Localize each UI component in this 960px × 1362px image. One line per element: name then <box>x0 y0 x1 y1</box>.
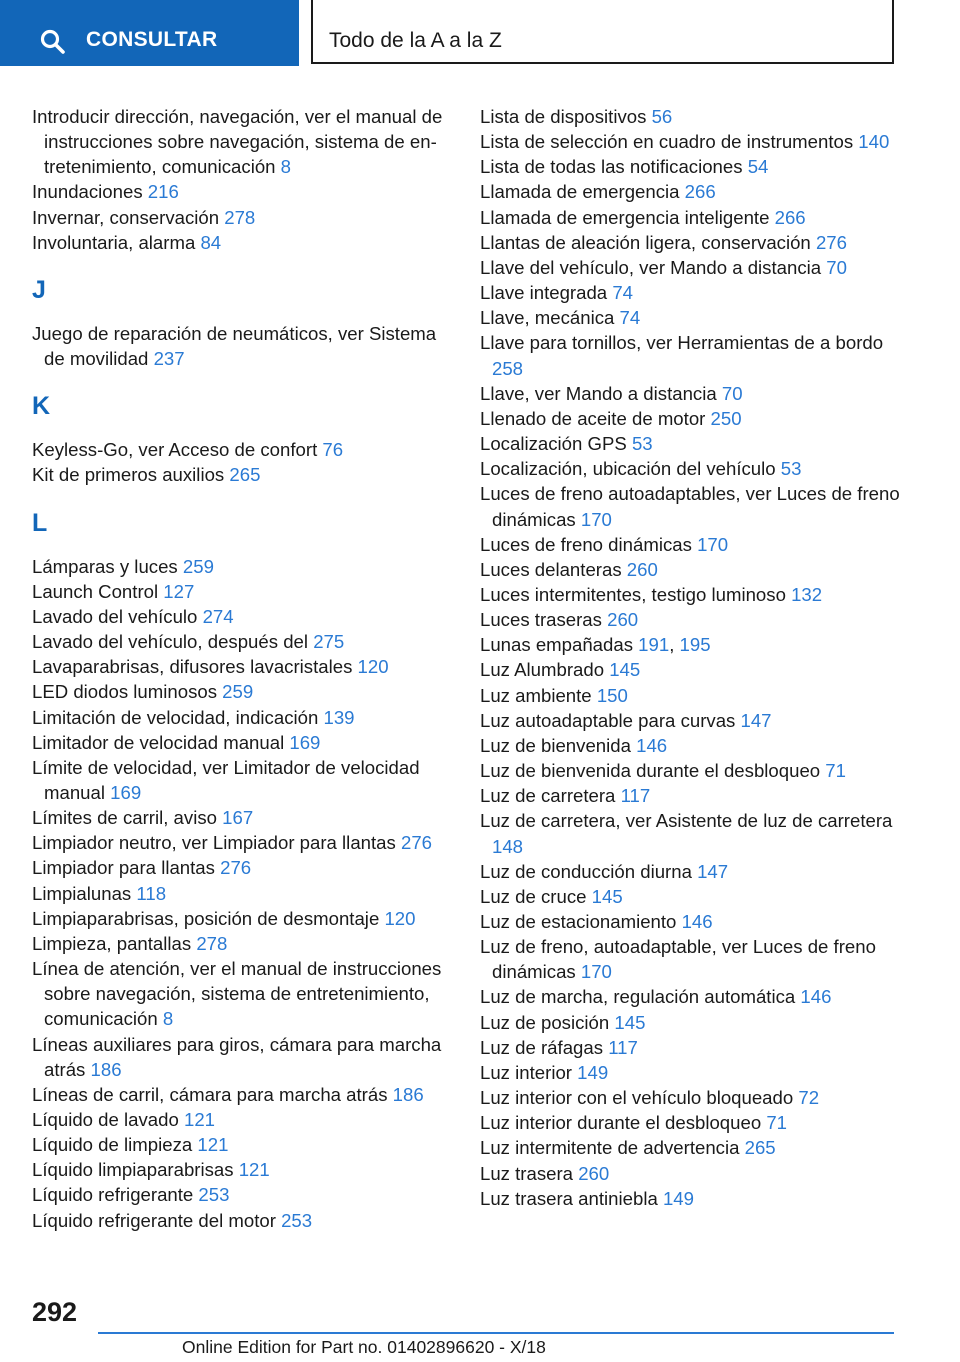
index-entry <box>480 431 900 456</box>
index-entry <box>480 733 900 758</box>
page-reference-link[interactable]: 145 <box>614 1011 646 1033</box>
index-entry <box>480 884 900 909</box>
index-entry <box>480 632 900 657</box>
index-entry <box>480 683 900 708</box>
page-reference-link[interactable]: 170 <box>580 508 612 530</box>
index-entry-term: Línea de atención, ver el manual de instrucciones sobre navegación, sistema de entretenimiento, comunicación <box>32 958 442 1030</box>
index-entry <box>480 984 900 1009</box>
index-entry-term: Lavaparabrisas, difusores lavacristales <box>32 656 358 678</box>
index-entry <box>32 830 452 855</box>
index-entry-term: Luces de freno autoadaptables, ver Luces de freno dinámicas <box>480 483 900 530</box>
index-entry-term: Limpiador para llantas <box>32 857 221 879</box>
page-reference-link[interactable]: 265 <box>744 1137 776 1159</box>
index-entry-term: Lista de todas las notificaciones <box>480 156 748 178</box>
page-reference-link[interactable]: 76 <box>322 439 344 461</box>
index-entry <box>480 481 900 531</box>
index-entry-term: Luces de freno dinámicas <box>480 533 698 555</box>
index-entry-term: Luces traseras <box>480 609 608 631</box>
page-reference-link[interactable]: 118 <box>136 882 167 904</box>
index-entry-term: Líquido refrigerante <box>32 1184 199 1206</box>
page-reference-link[interactable]: 147 <box>697 860 729 882</box>
index-entry-term: Luz trasera antiniebla <box>480 1187 663 1209</box>
index-entry-term: Llave para tornillos, ver Herramientas de a bordo <box>480 332 884 354</box>
index-entry-term: Luz de estacionamiento <box>480 911 682 932</box>
page-ref-separator: , <box>669 634 680 656</box>
index-entry <box>480 808 900 858</box>
index-entry <box>32 604 452 629</box>
index-entry <box>480 1186 900 1211</box>
index-entry <box>480 129 900 154</box>
page-reference-link[interactable]: 253 <box>198 1184 230 1206</box>
index-entry <box>32 554 452 579</box>
index-entry <box>32 437 452 462</box>
page-reference-link[interactable]: 120 <box>384 907 416 929</box>
index-letter-heading: K <box>32 392 51 421</box>
index-entry <box>32 881 452 906</box>
index-entry-term: Luz de ráfagas <box>480 1036 609 1058</box>
index-entry-term: Luz de freno, autoadaptable, ver Luces de freno dinámicas <box>480 936 876 983</box>
index-entry-term: Lámparas y luces <box>32 555 183 577</box>
index-entry-term: Luces intermitentes, testigo luminoso <box>480 583 792 605</box>
index-entry <box>32 755 452 805</box>
index-entry-term: Limitación de velocidad, indicación <box>32 706 324 728</box>
index-entry-term: Luz autoadaptable para curvas <box>480 709 741 731</box>
index-entry-term: Luz de posición <box>480 1011 615 1033</box>
page-reference-link[interactable]: 169 <box>289 731 321 753</box>
index-entry-term: Involuntaria, alarma <box>32 231 201 253</box>
page-reference-link[interactable]: 70 <box>721 382 743 404</box>
index-entry <box>480 381 900 406</box>
page-reference-link[interactable]: 8 <box>280 156 292 178</box>
page-reference-link[interactable]: 276 <box>220 857 252 879</box>
page-reference-link[interactable]: 74 <box>612 282 634 304</box>
consultar-button[interactable] <box>0 0 299 66</box>
footer-divider <box>98 1332 894 1334</box>
index-entry <box>32 1132 452 1157</box>
page-reference-link[interactable]: 216 <box>147 181 179 203</box>
page-reference-link[interactable]: 276 <box>400 832 433 854</box>
index-entry-term: Launch Control <box>32 580 164 602</box>
index-entry-term: Lavado del vehículo <box>32 605 203 627</box>
page-reference-link[interactable]: 266 <box>684 181 716 203</box>
index-entry <box>32 1208 452 1233</box>
page-reference-link[interactable]: 120 <box>357 656 389 678</box>
index-entry-term: Líneas auxiliares para giros, cámara para marcha atrás <box>32 1033 442 1080</box>
page-reference-link[interactable]: 146 <box>800 986 832 1008</box>
index-entry-term: Limpialunas <box>32 882 137 904</box>
consultar-label: CONSULTAR <box>86 28 218 51</box>
index-entry <box>32 579 452 604</box>
index-entry-term: Lista de dispositivos <box>480 106 652 127</box>
index-entry-term: Lunas empañadas <box>480 634 639 656</box>
page-reference-link[interactable]: 140 <box>858 131 890 153</box>
index-entry-term: Luz Alumbrado <box>480 659 610 681</box>
index-entry <box>480 1035 900 1060</box>
index-entry <box>32 705 452 730</box>
index-entry-term: Localización GPS <box>480 433 632 455</box>
page-reference-link[interactable]: 54 <box>747 156 769 178</box>
page-reference-link[interactable]: 259 <box>222 681 254 703</box>
index-entry-term: Llamada de emergencia <box>480 181 685 203</box>
page-reference-link[interactable]: 149 <box>662 1187 694 1209</box>
page-reference-link[interactable]: 276 <box>815 231 847 253</box>
index-entry <box>480 179 900 204</box>
index-entry-term: Luces delanteras <box>480 558 627 580</box>
index-entry <box>480 305 900 330</box>
index-entry <box>32 179 452 204</box>
index-entry-term: Limpiaparabrisas, posición de desmontaje <box>32 907 385 929</box>
section-title: Todo de la A a la Z <box>329 29 502 52</box>
index-entry <box>480 1161 900 1186</box>
index-entry-term: Luz de bienvenida <box>480 734 637 756</box>
index-entry <box>32 679 452 704</box>
page-reference-link[interactable]: 258 <box>492 357 524 379</box>
page-reference-link[interactable]: 250 <box>710 407 742 429</box>
page-reference-link[interactable]: 237 <box>153 348 185 370</box>
index-entry-term: Límites de carril, aviso <box>32 807 223 829</box>
index-entry <box>480 783 900 808</box>
index-entry <box>480 1085 900 1110</box>
page-reference-link[interactable]: 121 <box>183 1109 216 1130</box>
page-reference-link[interactable]: 84 <box>200 231 222 253</box>
index-entry <box>480 909 900 934</box>
index-entry-term: Líneas de carril, cámara para marcha atrás <box>32 1083 393 1105</box>
page-reference-link[interactable]: 121 <box>197 1134 229 1156</box>
page-reference-link[interactable]: 274 <box>202 605 234 627</box>
index-entry-term: Luz intermitente de advertencia <box>480 1137 745 1159</box>
index-entry-term: Kit de primeros auxilios <box>32 464 230 486</box>
page-reference-link[interactable]: 278 <box>196 932 228 954</box>
page-reference-link[interactable]: 195 <box>679 634 711 656</box>
index-entry-term: Lavado del vehículo, después del <box>32 631 314 653</box>
page-reference-link[interactable]: 53 <box>780 458 802 480</box>
index-entry <box>480 230 900 255</box>
page-reference-link[interactable]: 191 <box>638 634 670 656</box>
index-entry-term: Limitador de velocidad manual <box>32 731 290 753</box>
index-entry <box>32 462 452 487</box>
index-entry <box>32 205 452 230</box>
search-icon <box>40 29 66 55</box>
page-reference-link[interactable]: 70 <box>826 256 847 278</box>
index-entry <box>480 280 900 305</box>
index-entry <box>32 906 452 931</box>
index-entry <box>32 855 452 880</box>
index-entry-term: Luz de cruce <box>480 885 592 907</box>
index-entry-term: Luz de conducción diurna <box>480 860 698 882</box>
index-entry <box>480 582 900 607</box>
page-reference-link[interactable]: 139 <box>323 706 355 728</box>
index-entry-term: Llenado de aceite de motor <box>480 407 711 429</box>
page-reference-link[interactable]: 169 <box>110 781 142 803</box>
index-entry <box>480 708 900 733</box>
index-column-left <box>32 104 452 1233</box>
page-reference-link[interactable]: 121 <box>238 1159 270 1181</box>
index-entry <box>32 230 452 255</box>
index-entry <box>480 607 900 632</box>
index-entry-term: Líquido de limpieza <box>32 1134 198 1156</box>
page-reference-link[interactable]: 56 <box>651 106 673 127</box>
index-entry <box>480 1010 900 1035</box>
index-entry-term: Lista de selección en cuadro de instrumentos <box>480 131 859 153</box>
index-entry-term: Luz interior con el vehículo bloqueado <box>480 1087 799 1109</box>
page-reference-link[interactable]: 148 <box>492 835 524 857</box>
index-entry-term: Llave del vehículo, ver Mando a distancia <box>480 256 827 278</box>
index-entry-term: Luz interior <box>480 1061 578 1083</box>
index-entry <box>32 931 452 956</box>
page-reference-link[interactable]: 275 <box>313 631 345 653</box>
page-reference-link[interactable]: 167 <box>222 807 254 829</box>
page-reference-link[interactable]: 117 <box>620 785 651 807</box>
index-entry <box>32 1157 452 1182</box>
index-entry-term: Llantas de aleación ligera, conservación <box>480 231 816 253</box>
page-reference-link[interactable]: 253 <box>281 1209 313 1231</box>
index-entry-term: Limpiador neutro, ver Limpiador para llantas <box>32 832 401 854</box>
index-column-right <box>480 104 900 1211</box>
page-reference-link[interactable]: 278 <box>224 206 256 228</box>
page-reference-link[interactable]: 146 <box>636 734 668 756</box>
page-reference-link[interactable]: 186 <box>392 1083 424 1105</box>
page-reference-link[interactable]: 260 <box>607 609 639 631</box>
index-entry <box>480 934 900 984</box>
section-title-box <box>311 0 894 64</box>
page-reference-link[interactable]: 71 <box>766 1112 788 1134</box>
page-reference-link[interactable]: 259 <box>182 555 214 577</box>
page-reference-link[interactable]: 132 <box>791 583 823 605</box>
page-reference-link[interactable]: 145 <box>609 659 641 681</box>
index-entry <box>480 255 900 280</box>
index-entry <box>32 1032 452 1082</box>
edition-footer: Online Edition for Part no. 01402896620 - X/18 <box>182 1337 546 1357</box>
header <box>0 0 960 66</box>
page-reference-link[interactable]: 117 <box>608 1036 638 1058</box>
index-entry <box>480 758 900 783</box>
index-entry-term: Llave, ver Mando a distancia <box>480 382 722 404</box>
index-letter-heading: J <box>32 275 46 304</box>
index-entry-term: LED diodos luminosos <box>32 681 223 703</box>
index-entry-term: Localización, ubicación del vehículo <box>480 458 781 480</box>
index-entry <box>480 205 900 230</box>
page-reference-link[interactable]: 71 <box>825 760 846 782</box>
index-entry <box>480 657 900 682</box>
index-entry-term: Luz ambiente <box>480 684 597 706</box>
index-entry <box>480 406 900 431</box>
index-entry-term: Llave integrada <box>480 282 613 304</box>
index-entry-term: Luz de bienvenida durante el desbloqueo <box>480 760 826 782</box>
index-entry <box>32 805 452 830</box>
index-entry-term: Líquido de lavado <box>32 1109 184 1130</box>
page-reference-link[interactable]: 74 <box>619 307 641 329</box>
index-entry-term: Luz de carretera, ver Asistente de luz de carretera <box>480 810 893 832</box>
index-entry <box>480 532 900 557</box>
index-entry <box>32 321 452 371</box>
index-entry <box>480 859 900 884</box>
index-entry <box>32 1182 452 1207</box>
page-reference-link[interactable]: 147 <box>740 709 772 731</box>
index-entry-term: Keyless-Go, ver Acceso de confort <box>32 439 323 461</box>
index-letter-heading: L <box>32 508 48 537</box>
index-entry <box>480 330 900 380</box>
index-entry <box>480 1135 900 1160</box>
page-number: 292 <box>32 1297 78 1327</box>
index-entry-term: Líquido refrigerante del motor <box>32 1209 282 1231</box>
page-reference-link[interactable]: 150 <box>596 684 628 706</box>
page-reference-link[interactable]: 145 <box>591 885 623 907</box>
index-entry <box>32 104 452 179</box>
index-entry <box>480 154 900 179</box>
index-entry <box>480 104 900 129</box>
page-reference-link[interactable]: 146 <box>681 911 713 932</box>
index-entry <box>32 730 452 755</box>
page-reference-link[interactable]: 72 <box>798 1087 820 1109</box>
index-entry <box>480 1060 900 1085</box>
page-reference-link[interactable]: 260 <box>626 558 658 580</box>
index-entry-term: Invernar, conservación <box>32 206 225 228</box>
page-reference-link[interactable]: 260 <box>578 1162 610 1184</box>
index-entry-term: Luz trasera <box>480 1162 579 1184</box>
index-entry-term: Límite de velocidad, ver Limitador de velocidad manual <box>32 756 420 803</box>
page-reference-link[interactable]: 149 <box>577 1061 609 1083</box>
index-entry <box>32 1082 452 1107</box>
index-entry <box>32 1107 452 1132</box>
index-entry-term: Luz de carretera <box>480 785 621 807</box>
index-entry <box>480 456 900 481</box>
page-reference-link[interactable]: 53 <box>631 433 653 455</box>
page-reference-link[interactable]: 170 <box>697 533 729 555</box>
index-entry-term: Luz de marcha, regulación automática <box>480 986 801 1008</box>
index-entry <box>32 956 452 1031</box>
index-entry-term: Llamada de emergencia inteligente <box>480 206 775 228</box>
page-reference-link[interactable]: 170 <box>580 961 612 983</box>
index-entry <box>32 654 452 679</box>
page-reference-link[interactable]: 266 <box>774 206 806 228</box>
index-entry-term: Luz interior durante el desbloqueo <box>480 1112 767 1134</box>
index-entry-term: Líquido limpiaparabrisas <box>32 1159 239 1181</box>
page-reference-link[interactable]: 127 <box>163 580 195 602</box>
page-reference-link[interactable]: 8 <box>162 1008 174 1030</box>
index-entry-term: Limpieza, pantallas <box>32 932 197 954</box>
index-entry <box>480 557 900 582</box>
page-reference-link[interactable]: 186 <box>90 1058 122 1080</box>
index-entry-term: Inundaciones <box>32 181 148 203</box>
index-entry <box>32 629 452 654</box>
index-entry-term: Introducir dirección, navegación, ver el manual de instrucciones sobre navegación, sistema de entretenimiento, comunicación <box>32 106 443 178</box>
index-entry-term: Llave, mecánica <box>480 307 620 329</box>
page-reference-link[interactable]: 265 <box>229 464 261 486</box>
index-entry <box>480 1110 900 1135</box>
index-entry-term: Juego de reparación de neumáticos, ver Sistema de movilidad <box>32 322 437 370</box>
